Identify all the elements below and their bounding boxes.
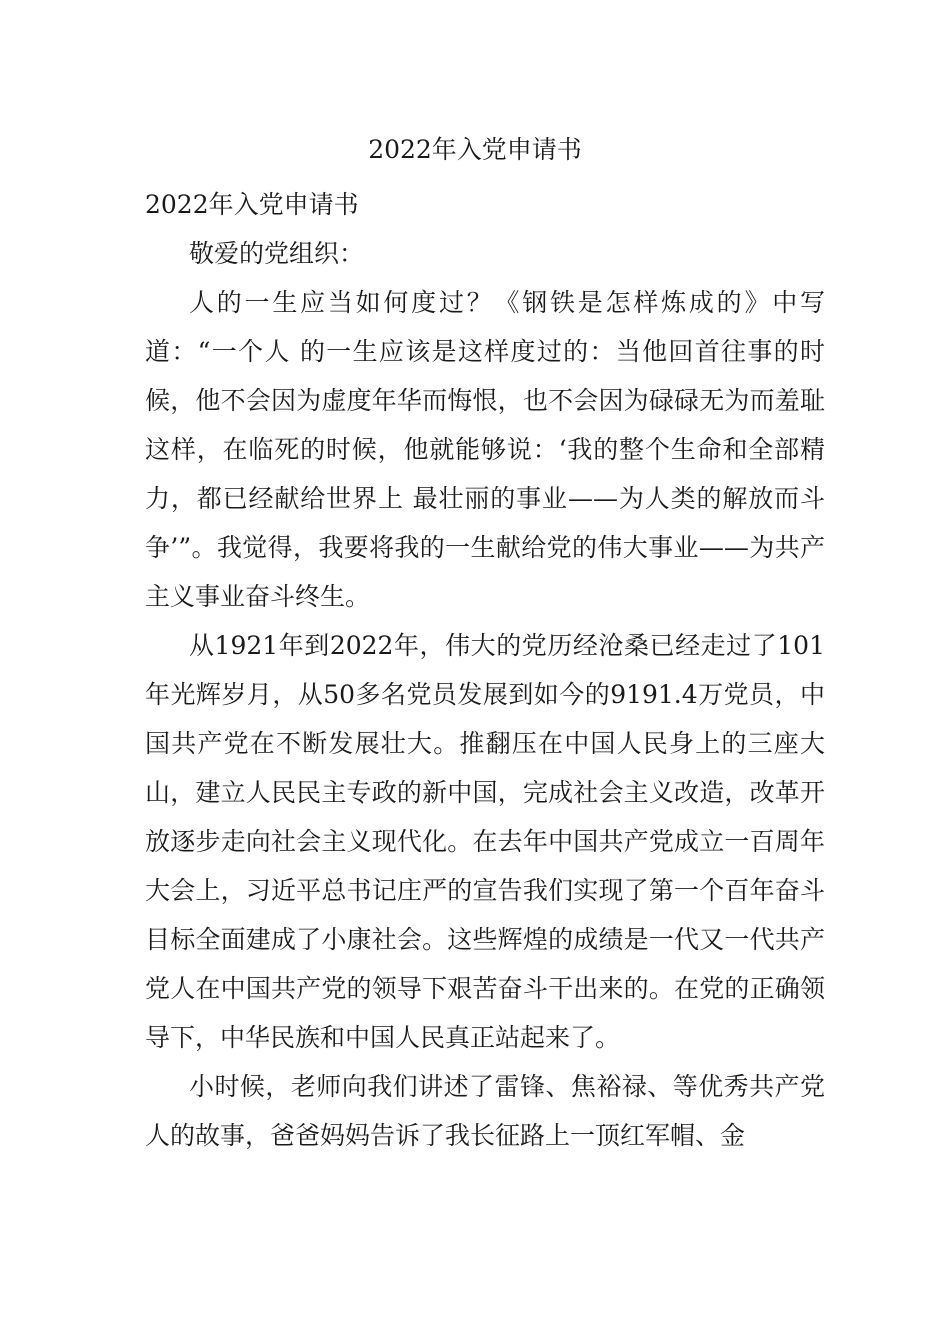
document-title: 2022年入党申请书 <box>368 135 582 164</box>
paragraph-2: 从1921年到2022年，伟大的党历经沧桑已经走过了101年光辉岁月，从50多名党员发展到如今的9191.4万党员，中国共产党在不断发展壮大。推翻压在中国人民身上的三座大山，建立人民民主专政的新中国，完成社会主义改造，改革开放逐步走向社会主义现代化。在去年中国共产党成立一百周年大会上，习近平总书记庄严的宣告我们实现了第一个百年奋斗目标全面建成了小康社会。这些辉煌的成绩是一代又一代共产党人在中国共产党的领导下艰苦奋斗干出来的。在党的正确领导下，中华民族和中国人民真正站起来了。 <box>145 631 825 1052</box>
document-subtitle: 2022年入党申请书 <box>145 190 359 219</box>
document-body <box>145 180 825 1160</box>
paragraph-1: 人的一生应当如何度过？《钢铁是怎样炼成的》中写道：“一个人 的一生应该是这样度过的：当他回首往事的时候，他不会因为虚度年华而悔恨，也不会因为碌碌无为而羞耻这样，在临死的时候，他就能够说：‘我的整个生命和全部精力，都已经献给世界上 最壮丽的事业——为人类的解放而斗争’”。我觉得，我要将我的一生献给党的伟大事业——为共产主义事业奋斗终生。 <box>145 288 825 611</box>
salutation: 敬爱的党组织： <box>189 239 365 268</box>
paragraph-3: 小时候，老师向我们讲述了雷锋、焦裕禄、等优秀共产党人的故事，爸爸妈妈告诉了我长征路上一顶红军帽、金 <box>145 1072 825 1150</box>
